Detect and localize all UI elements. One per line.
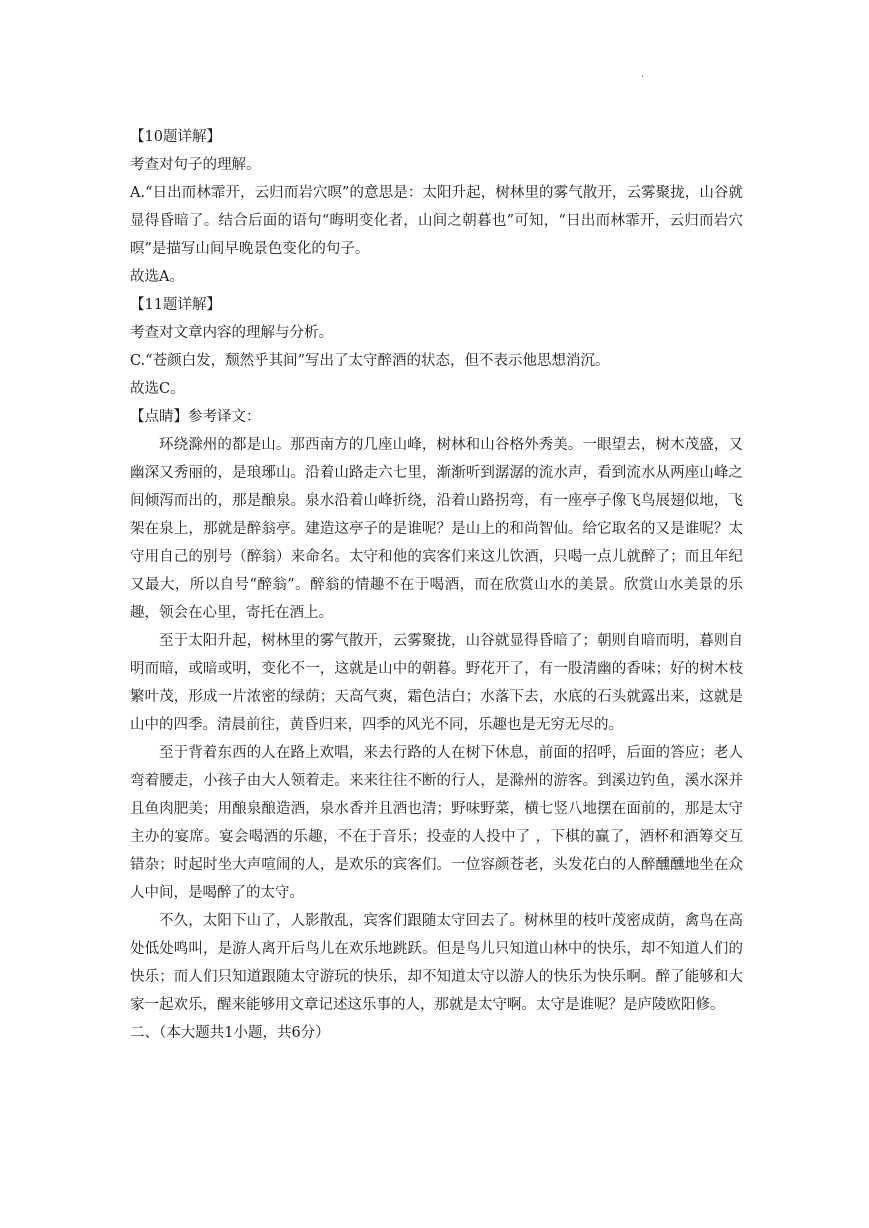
q11-intro: 考查对文章内容的理解与分析。 <box>130 325 333 341</box>
q11-answer-text: C.“苍颜白发，颓然乎其间”写出了太守醉酒的状态，但不表示他思想消沉。 <box>130 353 610 369</box>
section-two-heading: 二、（本大题共1小题，共6分） <box>130 1025 330 1041</box>
q10-heading: 【10题详解】 <box>130 129 221 145</box>
translation-heading: 【点睛】参考译文： <box>130 409 261 425</box>
translation-paragraph-3: 至于背着东西的人在路上欢唱，来去行路的人在树下休息，前面的招呼，后面的答应；老人弯着腰走，小孩子由大人领着走。来来往往不断的行人，是滁州的游客。到溪边钓鱼，溪水深并且鱼肉肥美；用酿泉酿造酒，泉水香并且酒也清；野味野菜，横七竖八地摆在面前的，那是太守主办的宴席。宴会喝酒的乐趣，不在于音乐；投壶的人投中了 ，下棋的赢了，酒杯和酒筹交互错杂；时起时坐大声喧闹的人，是欢乐的宾客们。一位容颜苍老，头发花白的人醉醺醺地坐在众人中间，是喝醉了的太守。 <box>130 745 743 901</box>
page-mark: · <box>641 72 645 83</box>
translation-paragraph-1: 环绕滁州的都是山。那西南方的几座山峰，树林和山谷格外秀美。一眼望去，树木茂盛，又幽深又秀丽的，是琅琊山。沿着山路走六七里，渐渐听到潺潺的流水声，看到流水从两座山峰之间倾泻而出的，那是酿泉。泉水沿着山峰折绕，沿着山路拐弯，有一座亭子像飞鸟展翅似地，飞架在泉上，那就是醉翁亭。建造这亭子的是谁呢？是山上的和尚智仙。给它取名的又是谁呢？太守用自己的别号（醉翁）来命名。太守和他的宾客们来这儿饮酒，只喝一点儿就醉了；而且年纪又最大，所以自号“醉翁”。醉翁的情趣不在于喝酒，而在欣赏山水的美景。欣赏山水美景的乐趣，领会在心里，寄托在酒上。 <box>130 437 743 621</box>
translation-paragraph-2: 至于太阳升起，树林里的雾气散开，云雾聚拢，山谷就显得昏暗了；朝则自暗而明，暮则自明而暗，或暗或明，变化不一，这就是山中的朝暮。野花开了，有一股清幽的香味；好的树木枝繁叶茂，形成一片浓密的绿荫；天高气爽，霜色洁白；水落下去，水底的石头就露出来，这就是山中的四季。清晨前往，黄昏归来，四季的风光不同，乐趣也是无穷无尽的。 <box>130 633 743 733</box>
q11-choice: 故选C。 <box>130 381 185 397</box>
q10-answer-text: A.“日出而林霏开，云归而岩穴暝”的意思是：太阳升起，树林里的雾气散开，云雾聚拢，山谷就显得昏暗了。结合后面的语句“晦明变化者，山间之朝暮也”可知，“日出而林霏开，云归而岩穴暝”是描写山间早晚景色变化的句子。 <box>130 185 743 257</box>
q11-heading: 【11题详解】 <box>130 297 221 313</box>
translation-paragraph-4: 不久，太阳下山了，人影散乱，宾客们跟随太守回去了。树林里的枝叶茂密成荫，禽鸟在高处低处鸣叫，是游人离开后鸟儿在欢乐地跳跃。但是鸟儿只知道山林中的快乐，却不知道人们的快乐；而人们只知道跟随太守游玩的快乐，却不知道太守以游人的快乐为快乐啊。醉了能够和大家一起欢乐，醒来能够用文章记述这乐事的人，那就是太守啊。太守是谁呢？是庐陵欧阳修。 <box>130 913 743 1013</box>
q10-choice: 故选A。 <box>130 269 184 285</box>
q10-intro: 考查对句子的理解。 <box>130 157 261 173</box>
document-body <box>130 123 743 1047</box>
